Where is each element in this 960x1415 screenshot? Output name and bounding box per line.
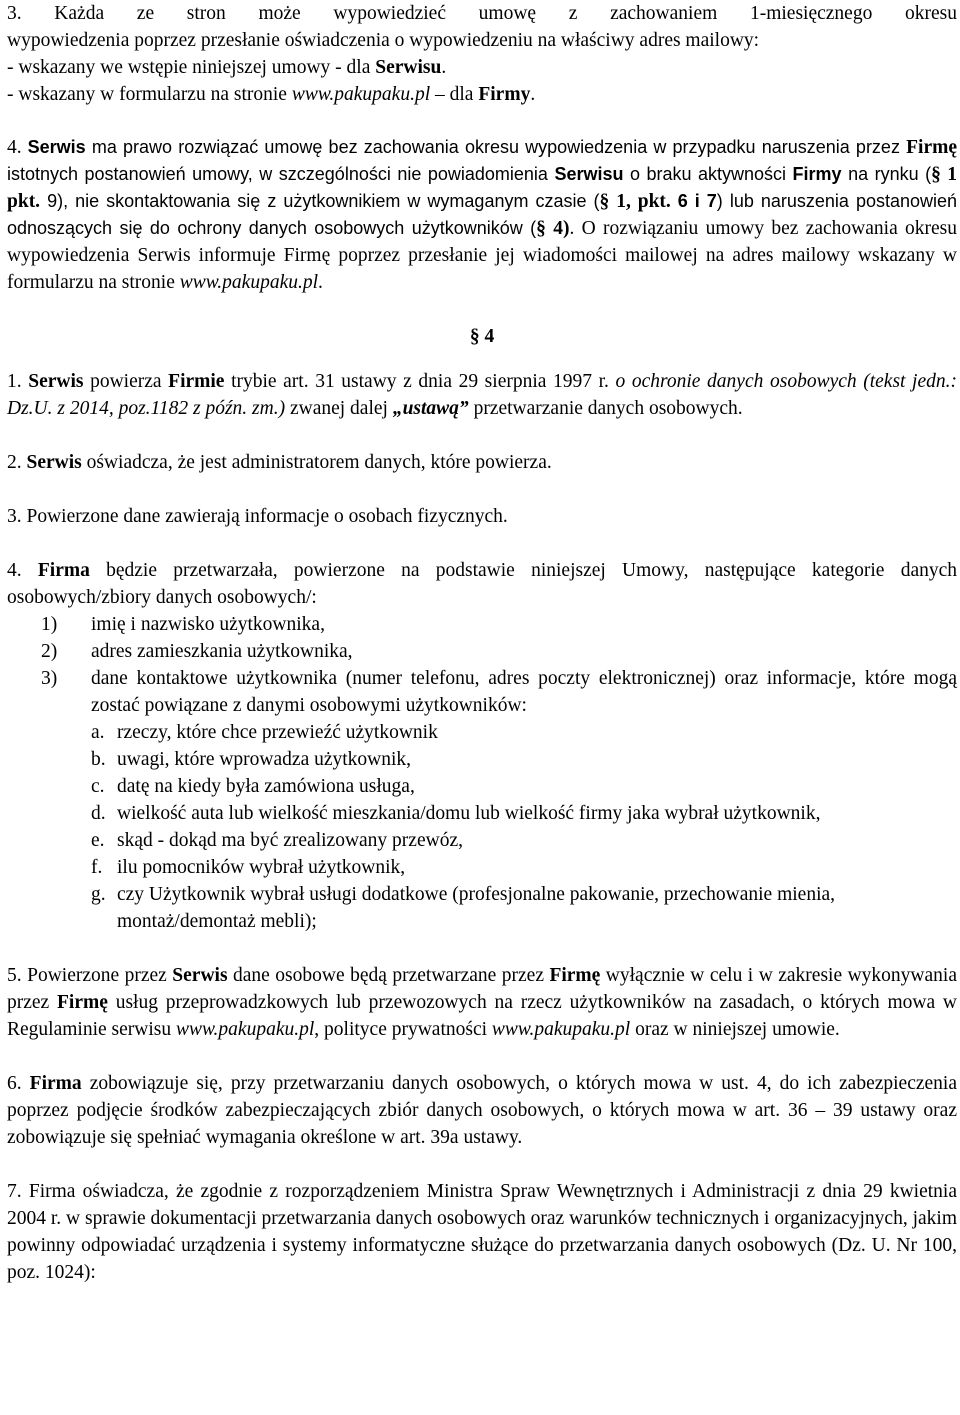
- firme-term: Firmę: [57, 992, 108, 1013]
- text: ma prawo rozwiązać umowę bez zachowania okresu wypowiedzenia w przypadku naruszenia przez: [85, 137, 907, 157]
- text: , polityce prywatności: [314, 1019, 492, 1040]
- list-marker: e.: [91, 830, 105, 851]
- list-item: [7, 638, 957, 665]
- section-reference: 6 i 7: [677, 191, 717, 211]
- list-text: ilu pomocników wybrał użytkownik,: [117, 857, 406, 878]
- clause-4: [7, 557, 957, 611]
- text: - wskazany we wstępie niniejszej umowy - dla: [7, 57, 376, 78]
- text: [671, 191, 678, 212]
- list-marker: f.: [91, 857, 103, 878]
- paragraph-3-line-2: wypowiedzenia poprzez przesłanie oświadczenia o wypowiedzeniu na właściwy adres mailowy:: [7, 30, 760, 51]
- serwis-term: Serwis: [26, 452, 82, 473]
- text: 1.: [7, 371, 29, 392]
- list-marker: 2): [41, 641, 58, 662]
- serwis-term: Serwisu: [375, 57, 442, 78]
- firme-term: Firmę: [906, 137, 957, 158]
- list-text: dane kontaktowe użytkownika (numer telefonu, adres poczty elektronicznej) oraz informacje, które mogą zostać powiązane z danymi osobowymi użytkowników:: [91, 668, 957, 716]
- website-link: www.pakupaku.pl: [291, 84, 431, 105]
- section-reference: § 1 pkt.: [7, 164, 957, 212]
- text: 2.: [7, 452, 27, 473]
- list-item: [7, 800, 957, 827]
- firme-term: Firmę: [549, 965, 601, 986]
- paragraph-3-line-1: 3. Każda ze stron może wypowiedzieć umowę z zachowaniem 1-miesięcznego okresu: [7, 3, 957, 24]
- paragraph-3-line-4: [7, 81, 957, 108]
- list-marker: d.: [91, 803, 106, 824]
- text: 4.: [7, 560, 38, 581]
- section-reference: § 4): [536, 218, 570, 239]
- list-item: [7, 746, 957, 773]
- firmy-term: Firmy: [478, 84, 531, 105]
- data-subcategory-list: [7, 719, 957, 935]
- website-link: www.pakupaku.pl: [491, 1019, 631, 1040]
- text: 5. Powierzone przez: [7, 965, 173, 986]
- clause-5: [7, 962, 957, 1043]
- clause-2: [7, 449, 957, 476]
- text: dane osobowe będą przetwarzane przez: [227, 965, 550, 986]
- list-item: [7, 665, 957, 719]
- data-category-list: [7, 611, 957, 719]
- list-marker: c.: [91, 776, 105, 797]
- paragraph-3: [7, 0, 957, 108]
- clause-3: 3. Powierzone dane zawierają informacje o osobach fizycznych.: [7, 506, 508, 527]
- list-item: [7, 719, 957, 746]
- serwisu-term: Serwisu: [554, 164, 624, 184]
- text: usług przeprowadzkowych lub przewozowych na rzecz użytkowników na zasadach, o których mowa w Regulaminie serwisu: [7, 992, 957, 1040]
- defined-term: „ustawą”: [392, 398, 469, 419]
- text: 9), nie skontaktowania się z użytkownikiem w wymaganym czasie (: [40, 191, 600, 211]
- list-marker: g.: [91, 884, 106, 905]
- text: zwanej dalej: [285, 398, 393, 419]
- firmie-term: Firmie: [168, 371, 225, 392]
- text: na rynku (: [841, 164, 932, 184]
- text: 6.: [7, 1073, 30, 1094]
- website-link: www.pakupaku.pl: [175, 1019, 315, 1040]
- text: będzie przetwarzała, powierzone na podstawie niniejszej Umowy, następujące kategorie danych osobowych/zbiory danych osobowych/:: [7, 560, 958, 608]
- paragraph-3-line-3: [7, 54, 957, 81]
- text: . O rozwiązaniu umowy bez zachowania okresu wypowiedzenia Serwis informuje Firmę poprzez przesłanie jej wiadomości mailowej na adres mailowy wskazany w formularzu na stronie: [7, 218, 958, 293]
- list-item: [7, 773, 957, 800]
- text: 4.: [7, 137, 28, 158]
- serwis-term: Serwis: [27, 137, 86, 157]
- text: .: [318, 272, 323, 293]
- text: przetwarzanie danych osobowych.: [468, 398, 743, 419]
- list-text: uwagi, które wprowadza użytkownik,: [117, 749, 412, 770]
- text: wyłącznie w celu i w zakresie wykonywania przez: [7, 965, 957, 1013]
- serwis-term: Serwis: [28, 371, 84, 392]
- paragraph-4: [7, 134, 957, 296]
- text: oświadcza, że jest administratorem danych, które powierza.: [81, 452, 552, 473]
- section-heading: § 4: [469, 326, 495, 347]
- website-link: www.pakupaku.pl: [179, 272, 319, 293]
- text: oraz w niniejszej umowie.: [630, 1019, 840, 1040]
- firma-term: Firma: [29, 1073, 82, 1094]
- text: istotnych postanowień umowy, w szczególności nie powiadomienia: [7, 164, 555, 184]
- list-marker: b.: [91, 749, 106, 770]
- list-item: [7, 854, 957, 881]
- clause-7: 7. Firma oświadcza, że zgodnie z rozporządzeniem Ministra Spraw Wewnętrznych i Administracji z dnia 29 kwietnia 2004 r. w sprawie dokumentacji przetwarzania danych osobowych oraz warunków technicznych i organizacyjnych, jakim powinny odpowiadać urządzenia i systemy informatyczne służące do przetwarzania danych osobowych (Dz. U. Nr 100, poz. 1024):: [7, 1181, 957, 1283]
- list-text: czy Użytkownik wybrał usługi dodatkowe (profesjonalne pakowanie, przechowanie mienia, montaż/demontaż mebli);: [117, 884, 836, 932]
- text: .: [530, 84, 536, 105]
- list-text: datę na kiedy była zamówiona usługa,: [117, 776, 415, 797]
- list-marker: 3): [41, 668, 58, 689]
- firmy-term: Firmy: [792, 164, 842, 184]
- law-title: o ochronie danych osobowych (tekst jedn.: Dz.U. z 2014, poz.1182 z późn. zm.): [7, 371, 958, 419]
- firma-term: Firma: [37, 560, 90, 581]
- list-item: [7, 827, 957, 854]
- list-text: rzeczy, które chce przewieźć użytkownik: [117, 722, 438, 743]
- list-marker: a.: [91, 722, 105, 743]
- list-text: adres zamieszkania użytkownika,: [91, 641, 353, 662]
- clause-1: [7, 368, 957, 422]
- section-reference: § 1, pkt.: [599, 191, 671, 212]
- text: – dla: [430, 84, 479, 105]
- text: - wskazany w formularzu na stronie: [7, 84, 292, 105]
- text: o braku aktywności: [623, 164, 793, 184]
- list-text: skąd - dokąd ma być zrealizowany przewóz,: [117, 830, 463, 851]
- serwis-term: Serwis: [172, 965, 228, 986]
- text: .: [441, 57, 447, 78]
- text: ) lub naruszenia postanowień odnoszących się do ochrony danych osobowych użytkowników (: [7, 191, 958, 238]
- list-marker: 1): [41, 614, 58, 635]
- clause-6: [7, 1070, 957, 1151]
- list-text: imię i nazwisko użytkownika,: [91, 614, 325, 635]
- document-page: [7, 0, 957, 1286]
- text: powierza: [83, 371, 169, 392]
- list-item: [7, 881, 957, 935]
- list-item: [7, 611, 957, 638]
- text: trybie art. 31 ustawy z dnia 29 sierpnia 1997 r.: [224, 371, 616, 392]
- text: zobowiązuje się, przy przetwarzaniu danych osobowych, o których mowa w ust. 4, do ich zabezpieczenia poprzez podjęcie środków zabezpieczających zbiór danych osobowych, o których mowa w art. 36 – 39 ustawy oraz zobowiązuje się spełniać wymagania określone w art. 39a ustawy.: [7, 1073, 958, 1148]
- list-text: wielkość auta lub wielkość mieszkania/domu lub wielkość firmy jaka wybrał użytkownik,: [117, 803, 821, 824]
